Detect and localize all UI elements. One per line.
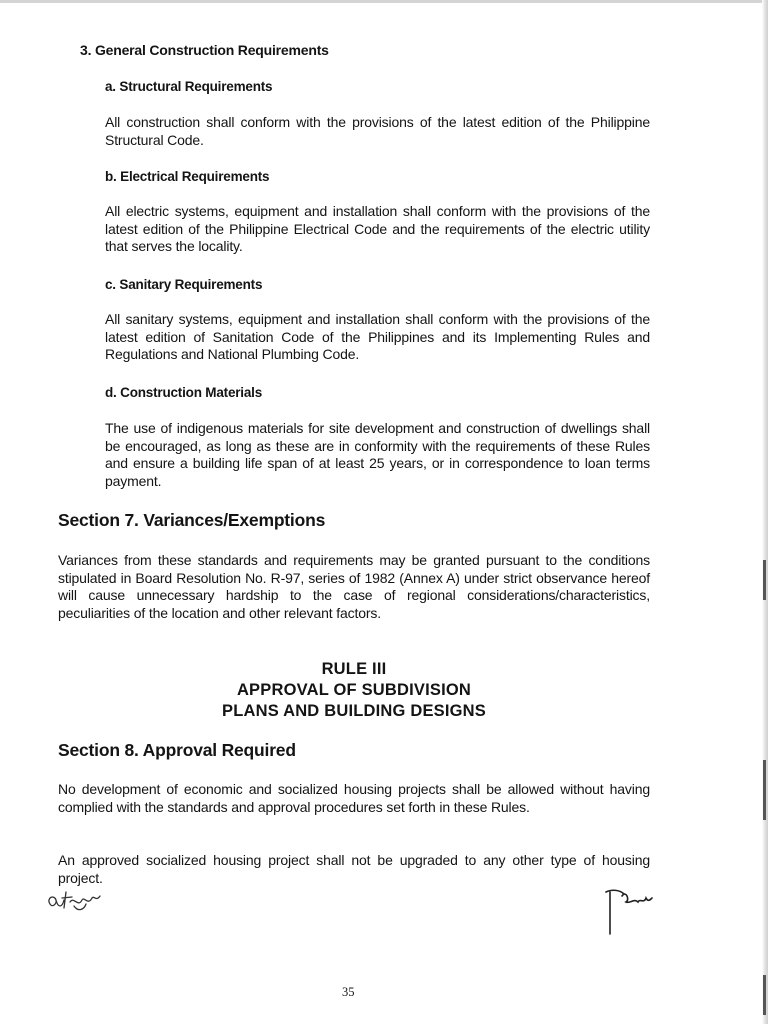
section-8-paragraph-1: No development of economic and socialized housing projects shall be allowed without having complied with the standards and approval procedures set forth in these Rules. [58, 781, 650, 815]
subsection-a-text: All construction shall conform with the provisions of the latest edition of the Philippine Structural Code. [105, 114, 650, 148]
subsection-b-label: b. Electrical Requirements [105, 169, 270, 184]
rule-title-line-2: PLANS AND BUILDING DESIGNS [221, 702, 487, 720]
subsection-b-text: All electric systems, equipment and installation shall conform with the provisions of the latest edition of the Philippine Electrical Code and the requirements of the electric utility that serves the locality. [105, 203, 650, 254]
section-3-heading: 3. General Construction Requirements [80, 42, 329, 58]
rule-heading [58, 659, 650, 722]
section-8-paragraph-2: An approved socialized housing project shall not be upgraded to any other type of housing project. [58, 852, 650, 886]
section-7-text: Variances from these standards and requirements may be granted pursuant to the conditions stipulated in Board Resolution No. R-97, series of 1982 (Annex A) under strict observance hereof will cause unnecessary hardship to the case of regional considerations/characteristics, peculiarities of the location and other relevant factors. [58, 552, 650, 621]
scan-edge-mark [763, 560, 766, 600]
section-8-heading: Section 8. Approval Required [58, 740, 296, 760]
scan-edge-mark [763, 975, 766, 1015]
scan-edge-mark [763, 760, 766, 820]
handwritten-signature-right [600, 886, 660, 938]
rule-title-line-1: APPROVAL OF SUBDIVISION [236, 681, 472, 699]
scan-right-edge [762, 0, 768, 1024]
subsection-d-text: The use of indigenous materials for site development and construction of dwellings shall be encouraged, as long as these are in conformity with the requirements of these Rules and ensure a building life span of at least 25 years, or in correspondence to loan terms payment. [105, 420, 650, 489]
subsection-a-label: a. Structural Requirements [105, 79, 273, 94]
subsection-d-label: d. Construction Materials [105, 385, 263, 400]
scan-top-edge [0, 0, 768, 3]
rule-number: RULE III [321, 660, 387, 678]
handwritten-initials-left [44, 886, 114, 916]
section-7-heading: Section 7. Variances/Exemptions [58, 510, 326, 530]
subsection-c-label: c. Sanitary Requirements [105, 277, 263, 292]
page-number: 35 [342, 985, 355, 999]
subsection-c-text: All sanitary systems, equipment and installation shall conform with the provisions of the latest edition of Sanitation Code of the Philippines and its Implementing Rules and Regulations and National Plumbing Code. [105, 311, 650, 362]
